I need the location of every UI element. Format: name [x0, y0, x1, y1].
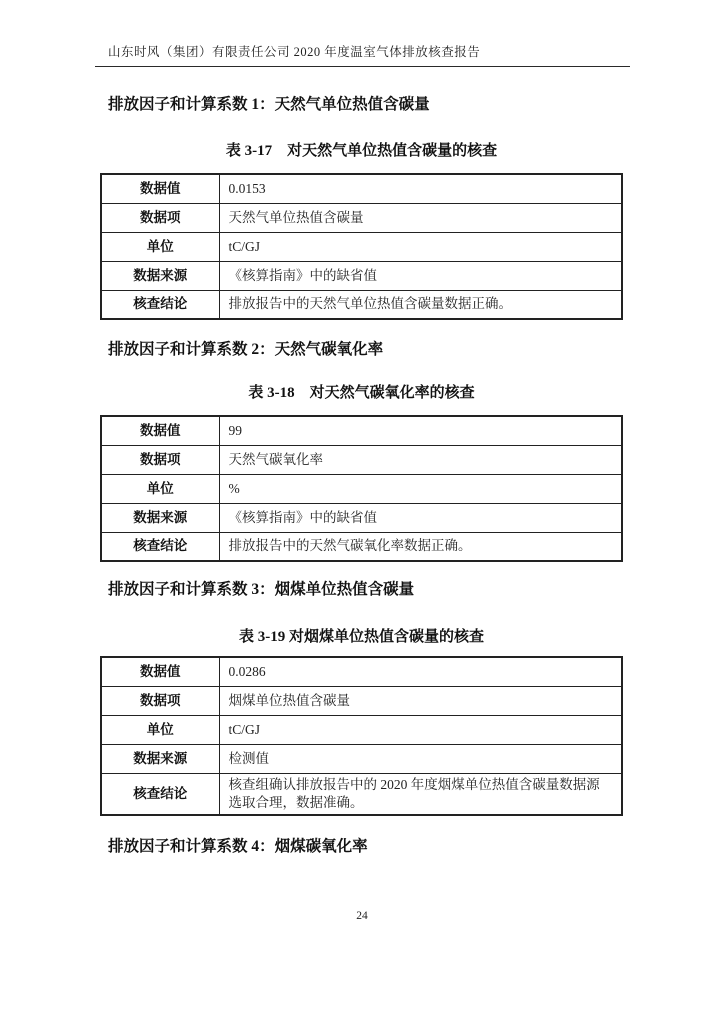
- page-header: [95, 42, 630, 67]
- row-value: 0.0286: [219, 657, 622, 686]
- row-value: 烟煤单位热值含碳量: [219, 686, 622, 715]
- row-label: 数据项: [101, 203, 219, 232]
- row-value: tC/GJ: [219, 232, 622, 261]
- row-value: 核查组确认排放报告中的 2020 年度烟煤单位热值含碳量数据源选取合理，数据准确。: [219, 773, 622, 815]
- table-row: [101, 503, 622, 532]
- row-value: 排放报告中的天然气单位热值含碳量数据正确。: [219, 290, 622, 319]
- row-value: 排放报告中的天然气碳氧化率数据正确。: [219, 532, 622, 561]
- page-content: [100, 96, 623, 856]
- row-value: tC/GJ: [219, 715, 622, 744]
- table-row: [101, 532, 622, 561]
- table-row: [101, 203, 622, 232]
- section-heading-3: 排放因子和计算系数 3：烟煤单位热值含碳量: [108, 581, 415, 598]
- row-label: 数据项: [101, 445, 219, 474]
- table-row: [101, 773, 622, 815]
- row-label: 单位: [101, 474, 219, 503]
- row-label: 数据来源: [101, 503, 219, 532]
- table-caption-3-18: 表 3-18 对天然气碳氧化率的核查: [248, 385, 475, 401]
- row-label: 数据值: [101, 657, 219, 686]
- row-label: 单位: [101, 715, 219, 744]
- table-row: [101, 657, 622, 686]
- row-label: 数据来源: [101, 261, 219, 290]
- row-label: 单位: [101, 232, 219, 261]
- table-row: [101, 445, 622, 474]
- header-title: 山东时风（集团）有限责任公司 2020 年度温室气体排放核查报告: [108, 45, 481, 59]
- row-value: 《核算指南》中的缺省值: [219, 261, 622, 290]
- row-value: 检测值: [219, 744, 622, 773]
- row-value: 天然气碳氧化率: [219, 445, 622, 474]
- table-caption-3-17: 表 3-17 对天然气单位热值含碳量的核查: [225, 143, 498, 159]
- section-heading-4: 排放因子和计算系数 4：烟煤碳氧化率: [108, 837, 368, 855]
- row-label: 数据来源: [101, 744, 219, 773]
- table-row: [101, 744, 622, 773]
- table-3-18: [100, 415, 623, 562]
- table-row: [101, 416, 622, 445]
- table-row: [101, 232, 622, 261]
- page-number: 24: [356, 910, 368, 922]
- row-value: 《核算指南》中的缺省值: [219, 503, 622, 532]
- row-label: 数据值: [101, 416, 219, 445]
- row-label: 数据值: [101, 174, 219, 203]
- table-caption-3-19: 表 3-19 对烟煤单位热值含碳量的核查: [239, 629, 484, 645]
- table-row: [101, 261, 622, 290]
- row-label: 核查结论: [101, 290, 219, 319]
- section-heading-1: 排放因子和计算系数 1：天然气单位热值含碳量: [108, 96, 430, 113]
- section-heading-2: 排放因子和计算系数 2：天然气碳氧化率: [108, 341, 384, 358]
- row-label: 核查结论: [101, 773, 219, 815]
- table-row: [101, 686, 622, 715]
- row-label: 核查结论: [101, 532, 219, 561]
- table-row: [101, 715, 622, 744]
- row-value: 0.0153: [219, 174, 622, 203]
- table-3-19: [100, 656, 623, 816]
- table-row: [101, 474, 622, 503]
- row-value: 99: [219, 416, 622, 445]
- table-row: [101, 174, 622, 203]
- page-footer: [0, 910, 724, 922]
- row-value: 天然气单位热值含碳量: [219, 203, 622, 232]
- table-3-17: [100, 173, 623, 320]
- row-label: 数据项: [101, 686, 219, 715]
- row-value: %: [219, 474, 622, 503]
- table-row: [101, 290, 622, 319]
